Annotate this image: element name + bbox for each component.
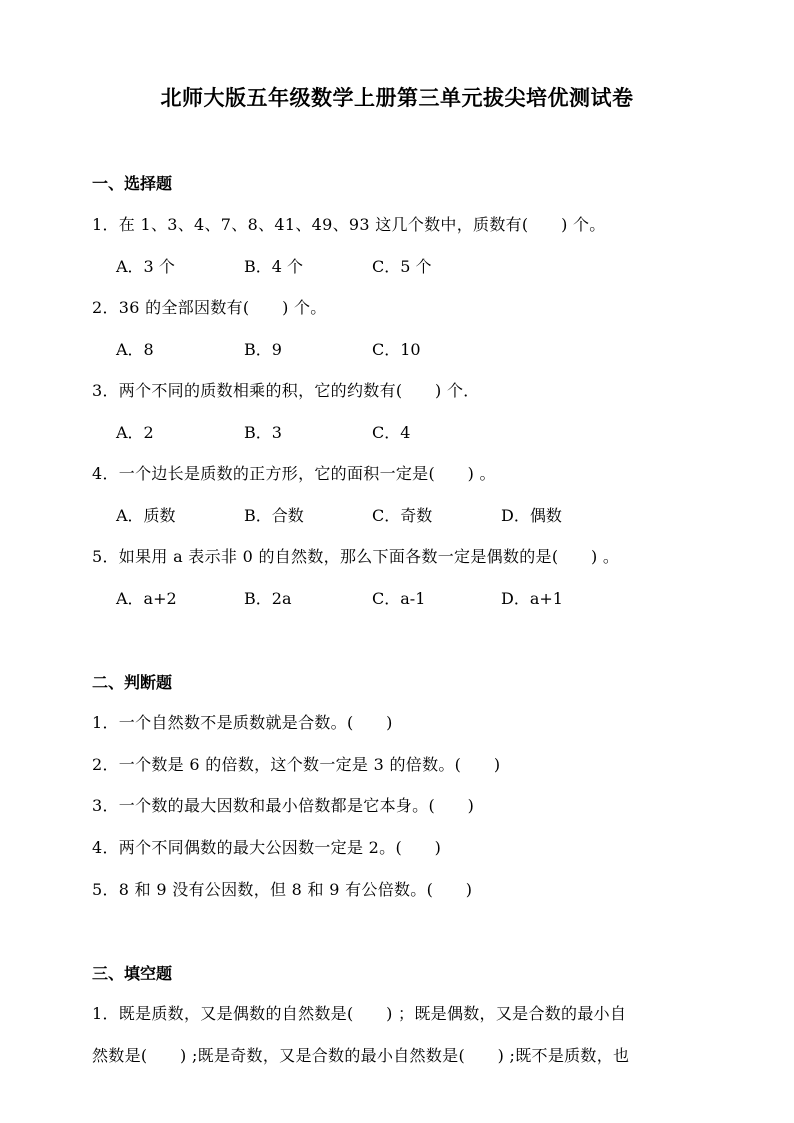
option-c: C．5 个 xyxy=(372,257,432,276)
question-options xyxy=(116,503,676,525)
option-c: C．奇数 xyxy=(372,506,433,525)
question-text: 1．既是质数，又是偶数的自然数是( ) ；既是偶数，又是合数的最小自 xyxy=(92,1004,627,1023)
option-c: C．a-1 xyxy=(372,589,426,608)
section-heading-choice: 一、选择题 xyxy=(92,174,173,193)
question-text: 2．36 的全部因数有( ) 个。 xyxy=(92,298,327,317)
page-title: 北师大版五年级数学上册第三单元拔尖培优测试卷 xyxy=(160,85,634,110)
option-b: B．2a xyxy=(244,589,292,608)
question-options xyxy=(116,420,676,442)
option-c: C．4 xyxy=(372,423,411,442)
option-b: B．合数 xyxy=(244,506,304,525)
option-d: D．a+1 xyxy=(501,589,563,608)
question-text: 1．在 1、3、4、7、8、41、49、93 这几个数中，质数有( ) 个。 xyxy=(92,215,606,234)
question-text: 5．8 和 9 没有公因数，但 8 和 9 有公倍数。( ) xyxy=(92,880,473,899)
question-text: 1．一个自然数不是质数就是合数。( ) xyxy=(92,713,393,732)
option-a: A．2 xyxy=(116,423,154,442)
option-b: B．4 个 xyxy=(244,257,304,276)
question-text: 4．两个不同偶数的最大公因数一定是 2。( ) xyxy=(92,838,442,857)
option-d: D．偶数 xyxy=(501,506,562,525)
section-heading-fill-blank: 三、填空题 xyxy=(92,964,173,983)
question-text: 4．一个边长是质数的正方形，它的面积一定是( ) 。 xyxy=(92,464,496,483)
option-b: B．9 xyxy=(244,340,282,359)
question-text: 2．一个数是 6 的倍数，这个数一定是 3 的倍数。( ) xyxy=(92,755,501,774)
question-text: 5．如果用 a 表示非 0 的自然数，那么下面各数一定是偶数的是( ) 。 xyxy=(92,547,620,566)
option-a: A．a+2 xyxy=(116,589,177,608)
question-text: 3．一个数的最大因数和最小倍数都是它本身。( ) xyxy=(92,796,475,815)
option-a: A．3 个 xyxy=(116,257,175,276)
option-a: A．质数 xyxy=(116,506,176,525)
question-text: 3．两个不同的质数相乘的积，它的约数有( ) 个． xyxy=(92,381,480,400)
question-options xyxy=(116,337,676,359)
option-a: A．8 xyxy=(116,340,154,359)
option-b: B．3 xyxy=(244,423,282,442)
section-heading-true-false: 二、判断题 xyxy=(92,673,173,692)
option-c: C．10 xyxy=(372,340,421,359)
question-options xyxy=(116,254,676,276)
question-options xyxy=(116,586,676,608)
question-text: 然数是( ) ;既是奇数，又是合数的最小自然数是( ) ;既不是质数，也 xyxy=(92,1046,630,1065)
